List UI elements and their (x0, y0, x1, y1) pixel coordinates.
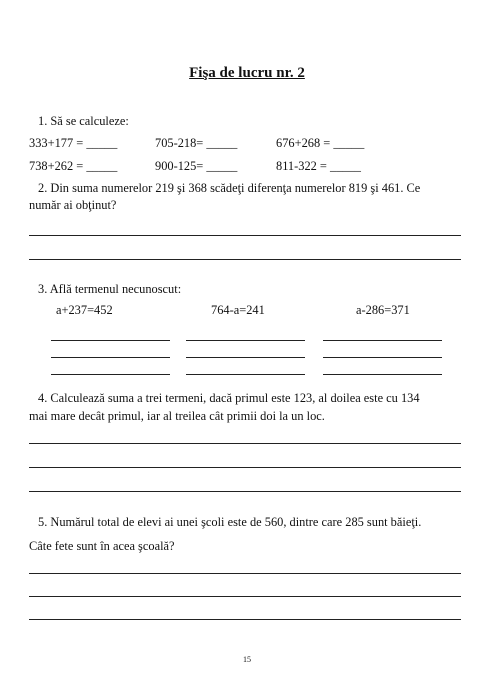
answer-line (323, 374, 442, 375)
exercise-3-prompt: 3. Află termenul necunoscut: (38, 282, 182, 296)
answer-line (186, 340, 305, 341)
answer-line (29, 619, 461, 620)
answer-line (29, 235, 461, 236)
exercise-5-text-line2: Câte fete sunt în acea şcoală? (29, 539, 175, 553)
answer-line (29, 573, 461, 574)
answer-line (323, 357, 442, 358)
exercise-1-item: 676+268 = _____ (276, 136, 365, 150)
equation: 764-a=241 (211, 303, 265, 317)
worksheet-title: Fişa de lucru nr. 2 (189, 65, 305, 81)
answer-line (51, 340, 170, 341)
answer-line (51, 374, 170, 375)
answer-line (29, 467, 461, 468)
answer-line (186, 357, 305, 358)
exercise-5-text-line1: 5. Numărul total de elevi ai unei şcoli este de 560, dintre care 285 sunt băieţi. (38, 515, 422, 529)
answer-line (51, 357, 170, 358)
exercise-1-item: 738+262 = _____ (29, 159, 118, 173)
answer-line (29, 491, 461, 492)
answer-line (323, 340, 442, 341)
exercise-1-item: 900-125= _____ (155, 159, 238, 173)
equation: a+237=452 (56, 303, 113, 317)
answer-line (29, 443, 461, 444)
exercise-1-item: 333+177 = _____ (29, 136, 118, 150)
exercise-2-text-line2: număr ai obţinut? (29, 198, 117, 212)
exercise-1-item: 811-322 = _____ (276, 159, 361, 173)
answer-line (29, 596, 461, 597)
exercise-4-text-line1: 4. Calculează suma a trei termeni, dacă primul este 123, al doilea este cu 134 (38, 391, 420, 405)
exercise-1-prompt: 1. Să se calculeze: (38, 114, 129, 128)
exercise-1-item: 705-218= _____ (155, 136, 238, 150)
equation: a-286=371 (356, 303, 410, 317)
answer-line (29, 259, 461, 260)
exercise-2-text-line1: 2. Din suma numerelor 219 şi 368 scădeţi diferenţa numerelor 819 şi 461. Ce (38, 181, 421, 195)
page-number: 15 (243, 655, 251, 664)
answer-line (186, 374, 305, 375)
exercise-4-text-line2: mai mare decât primul, iar al treilea cât primii doi la un loc. (29, 409, 325, 423)
